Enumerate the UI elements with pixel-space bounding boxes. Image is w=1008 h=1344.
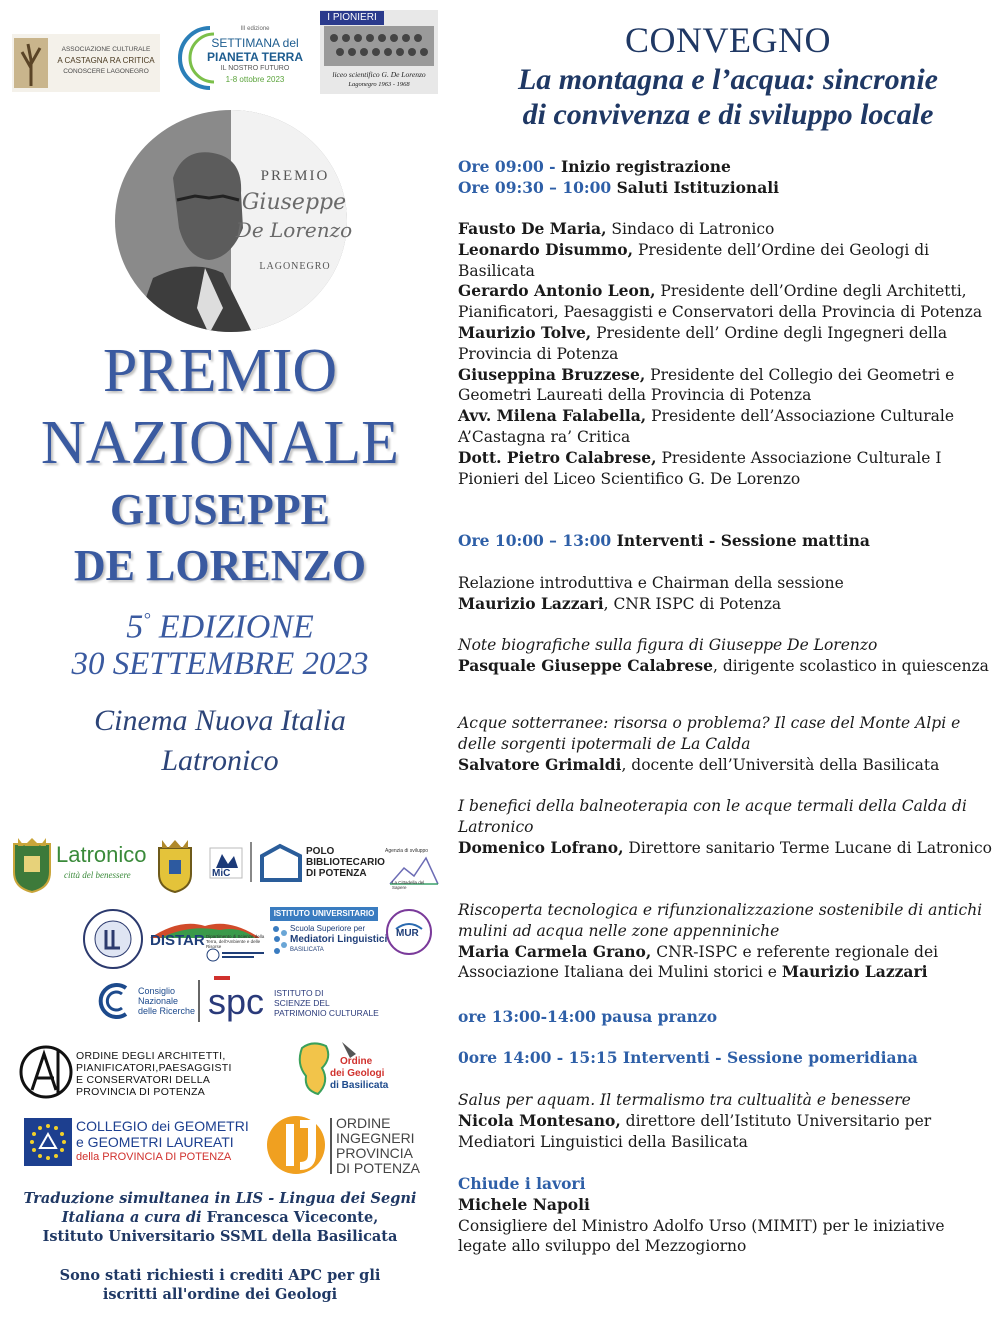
medallion-giuseppe: Giuseppe — [241, 190, 347, 215]
ingegneri-divider — [330, 1118, 332, 1174]
talk-speaker — [458, 1111, 998, 1153]
castagna-line3: CONOSCERE LAGONEGRO — [63, 68, 149, 75]
pionieri-sub1: liceo scientifico G. De Lorenzo — [332, 70, 426, 79]
settimana-dates: 1-8 ottobre 2023 — [225, 75, 285, 84]
ssml-mediatori: Mediatori Linguistici — [290, 934, 388, 945]
speaker-name-2: Maurizio Lazzari — [781, 962, 928, 982]
talk-topic: Acque sotterranee: risorsa o problema? Il case del Monte Alpi e delle sorgenti ipotermali de La Calda — [458, 714, 961, 753]
greeting-role: Presidente Associazione Culturale I Pionieri del Liceo Scientifico G. De Lorenzo — [458, 448, 942, 488]
group-photo-icon — [324, 26, 434, 66]
lis-italic2: Italiana a cura di — [61, 1209, 202, 1226]
distar-sub: Dipartimento di Scienze della Terra, dell'Ambiente e delle Risorse — [206, 934, 265, 949]
ing-line1: ORDINE — [336, 1115, 391, 1131]
pionieri-sub2: Lagonegro 1963 - 1968 — [348, 81, 410, 88]
arch-line3: E CONSERVATORI DELLA — [76, 1074, 211, 1086]
speaker-name: Maria Carmela Grano, — [458, 941, 652, 961]
time-registration: Ore 09:00 - — [458, 157, 556, 176]
greeting-role: Presidente dell’Associazione Culturale A’Castagna ra’ Critica — [458, 407, 955, 446]
closing-role: Consigliere del Ministro Adolfo Urso (MIMIT) per le iniziative legate allo sviluppo del Mezzogiorno — [458, 1216, 945, 1256]
polo-line3: DI POTENZA — [306, 868, 367, 879]
schedule-greetings — [458, 178, 998, 199]
agenzia-label: Agenzia di sviluppo — [385, 848, 429, 854]
cnr-text — [138, 986, 195, 1016]
ispc-line3: PATRIMONIO CULTURALE — [274, 1008, 379, 1018]
lis-line2 — [0, 1208, 440, 1227]
event-venue2: Latronico — [161, 744, 279, 777]
latronico-crest-icon — [10, 838, 54, 894]
cnr-divider — [198, 980, 200, 1022]
lagonegro-crest-icon — [156, 838, 194, 894]
talk-topic: Riscoperta tecnologica e rifunzionalizzazione sostenibile di antichi mulini ad acqua nelle zone appenniniche — [458, 901, 983, 940]
pionieri-logo — [320, 10, 438, 94]
talk-topic: I benefici della balneoterapia con le acque termali della Calda di Latronico — [458, 797, 967, 836]
edition-degree: ° — [143, 609, 151, 629]
speaker-name: Nicola Montesano, — [458, 1110, 621, 1130]
ispc-logo-icon — [206, 976, 272, 1026]
talk-speaker — [458, 656, 998, 677]
talk-1 — [458, 635, 998, 677]
convegno-title1: La montagna e l’acqua: sincronie — [517, 63, 938, 96]
label-registration: Inizio registrazione — [555, 157, 731, 176]
greeting-name: Leonardo Disummo, — [458, 239, 634, 259]
closing-label: Chiude i lavori — [458, 1174, 586, 1193]
greeting-name: Fausto De Maria, — [458, 219, 607, 238]
schedule-registration — [458, 157, 998, 178]
greeting-item — [458, 365, 998, 407]
speaker-name: Pasquale Giuseppe Calabrese — [458, 655, 713, 675]
settimana-logo — [170, 22, 312, 94]
greeting-role: Sindaco di Latronico — [606, 220, 775, 238]
ing-line2: INGEGNERI — [336, 1130, 415, 1146]
talk-topic: Salus per aquam. Il termalismo tra cultualità e benessere — [458, 1091, 911, 1109]
schedule-lunch — [458, 1007, 998, 1028]
mic-label: MiC — [212, 868, 231, 879]
ssml-scuola: Scuola Superiore per — [290, 924, 366, 933]
label-morning: Interventi - Sessione mattina — [611, 531, 870, 550]
talk-speaker — [458, 755, 998, 776]
left-column — [0, 0, 440, 1344]
cnr-icon — [96, 982, 136, 1020]
talk-topic: Relazione introduttiva e Chairman della sessione — [458, 574, 844, 592]
ingegneri-text — [336, 1116, 420, 1176]
medallion-place: LAGONEGRO — [259, 261, 331, 272]
talk-2 — [458, 713, 998, 775]
unibas-seal-icon — [82, 908, 144, 970]
speaker-role: , CNR ISPC di Potenza — [603, 594, 782, 613]
greeting-item — [458, 219, 998, 240]
talk-intro — [458, 573, 998, 615]
lis-name: Francesca Viceconte, — [201, 1209, 379, 1226]
ingegneri-logo-icon — [262, 1114, 330, 1176]
greeting-name: Dott. Pietro Calabrese, — [458, 447, 657, 467]
castagna-line1: ASSOCIAZIONE CULTURALE — [61, 46, 151, 53]
greeting-item — [458, 448, 998, 490]
ing-line3: PROVINCIA — [336, 1145, 414, 1161]
geol-line1: Ordine — [340, 1056, 373, 1067]
greeting-role: Presidente dell’Ordine dei Geologi di Basilicata — [458, 240, 930, 280]
time-morning: Ore 10:00 – 13:00 — [458, 531, 612, 550]
cnr-line2: Nazionale — [138, 996, 179, 1006]
arch-line4: PROVINCIA DI POTENZA — [76, 1086, 206, 1098]
cnr-line1: Consiglio — [138, 986, 176, 996]
ist-univ-banner: ISTITUTO UNIVERSITARIO — [270, 907, 378, 921]
greetings-list — [458, 219, 998, 489]
event-venue1: Cinema Nuova Italia — [94, 704, 346, 737]
medallion-premio: PREMIO — [260, 168, 330, 184]
talk-speaker — [458, 594, 998, 615]
settimana-line3: IL NOSTRO FUTURO — [220, 65, 290, 72]
lunch-label: ore 13:00-14:00 pausa pranzo — [458, 1007, 718, 1026]
label-afternoon: Interventi - Sessione pomeridiana — [617, 1048, 918, 1067]
speaker-role: direttore dell’Istituto Universitario per Mediatori Linguistici della Basilicata — [458, 1111, 932, 1151]
speaker-role: Direttore sanitario Terme Lucane di Latronico — [623, 838, 992, 857]
arch-line2: PIANIFICATORI,PAESAGGISTI — [76, 1062, 232, 1074]
greeting-item — [458, 240, 998, 282]
architects-logo-icon — [18, 1044, 74, 1100]
settimana-line1: SETTIMANA del — [211, 36, 299, 50]
polo-text — [306, 846, 385, 879]
event-date: 30 SETTEMBRE 2023 — [71, 646, 369, 682]
greeting-role: Presidente dell’ Ordine degli Ingegneri della Provincia di Potenza — [458, 323, 948, 363]
talk-speaker — [458, 838, 998, 859]
event-title-line4: DE LORENZO — [73, 541, 367, 590]
polo-building-icon — [258, 842, 304, 884]
convegno-header — [450, 20, 1006, 132]
convegno-title2: di convivenza e di sviluppo locale — [522, 98, 934, 131]
talk-3 — [458, 796, 998, 858]
greeting-role: Presidente dell’Ordine degli Architetti, Pianificatori, Paesaggisti e Conservatori della Provincia di Potenza — [458, 282, 983, 322]
svg-text:spc: spc — [208, 981, 265, 1022]
ispc-text — [274, 988, 379, 1018]
geol-line3: di Basilicata — [330, 1080, 389, 1091]
mic-divider — [250, 842, 252, 882]
credits-line1: Sono stati richiesti i crediti APC per gli — [59, 1267, 381, 1284]
closing-name: Michele Napoli — [458, 1194, 590, 1214]
geometri-eu-flag-icon — [24, 1118, 72, 1166]
ispc-line2: SCIENZE DEL — [274, 998, 330, 1008]
polo-line1: POLO — [306, 846, 335, 857]
greeting-role: Presidente del Collegio dei Geometri e Geometri Laureati della Provincia di Potenza — [458, 365, 955, 405]
talk-speaker — [458, 942, 998, 984]
greeting-item — [458, 323, 998, 365]
greeting-name: Giuseppina Bruzzese, — [458, 364, 646, 384]
mur-label: MUR — [396, 928, 419, 939]
ing-line4: DI POTENZA — [336, 1160, 421, 1176]
castagna-logo — [12, 34, 160, 92]
geom-line3: della PROVINCIA DI POTENZA — [76, 1151, 232, 1163]
talk-4 — [458, 900, 998, 983]
greeting-item — [458, 281, 998, 323]
distar-label: DISTAR — [150, 932, 205, 949]
premio-medallion — [113, 108, 353, 334]
ssml-basilicata: BASILICATA — [290, 947, 324, 953]
event-title-line1: PREMIO — [102, 337, 338, 405]
cnr-line3: delle Ricerche — [138, 1006, 196, 1016]
credits-line2: iscritti all'ordine dei Geologi — [102, 1286, 338, 1303]
greeting-item — [458, 406, 998, 448]
speaker-role: , dirigente scolastico in quiescenza — [713, 656, 989, 675]
polo-line2: BIBLIOTECARIO — [306, 857, 385, 868]
event-title-line2: NAZIONALE — [40, 409, 400, 477]
speaker-name: Maurizio Lazzari — [458, 593, 604, 613]
arch-line1: ORDINE DEGLI ARCHITETTI, — [76, 1050, 226, 1062]
settimana-edition: III edizione — [240, 26, 270, 32]
greeting-name: Avv. Milena Falabella, — [458, 406, 647, 426]
greeting-name: Gerardo Antonio Leon, — [458, 281, 656, 301]
schedule-morning — [458, 531, 998, 552]
label-greetings: Saluti Istituzionali — [611, 178, 780, 197]
talk-topic: Note biografiche sulla figura di Giuseppe De Lorenzo — [458, 636, 878, 654]
edition-number: 5 — [126, 608, 144, 646]
event-edition — [0, 598, 440, 648]
architects-text — [76, 1050, 232, 1098]
geom-line1: COLLEGIO dei GEOMETRI — [76, 1118, 249, 1134]
settimana-line2: PIANETA TERRA — [207, 50, 303, 64]
medallion-delorenzo: De Lorenzo — [235, 218, 353, 242]
speaker-role: , docente dell’Università della Basilicata — [621, 755, 940, 774]
pionieri-title: I PIONIERI — [320, 11, 384, 25]
time-afternoon: 0ore 14:00 - 15:15 — [458, 1048, 618, 1067]
castagna-line2: A CASTAGNA RA CRITICA — [57, 56, 155, 65]
speaker-name: Domenico Lofrano, — [458, 837, 624, 857]
speaker-name: Salvatore Grimaldi — [458, 754, 622, 774]
lis-inst: Istituto Universitario SSML della Basilicata — [42, 1228, 398, 1245]
cittadella-label: La Cittadella del Sapere — [392, 880, 425, 890]
ispc-line1: ISTITUTO DI — [274, 988, 324, 998]
latronico-sub: città del benessere — [64, 870, 131, 880]
time-greetings: Ore 09:30 – 10:00 — [458, 178, 612, 197]
unibas-small-icon — [206, 948, 266, 962]
speaker-role: CNR-ISPC e referente regionale dei Associazione Italiana dei Mulini storici e — [458, 942, 939, 982]
geom-line2: e GEOMETRI LAUREATI — [76, 1134, 234, 1150]
ssml-dots-icon — [272, 925, 288, 955]
talk-5 — [458, 1090, 998, 1152]
latronico-word: Latronico — [56, 842, 147, 867]
tree-icon — [14, 38, 48, 88]
edition-word: EDIZIONE — [150, 608, 314, 646]
event-title-line3: GIUSEPPE — [109, 485, 331, 534]
closing — [458, 1174, 998, 1257]
lis-italic: Traduzione simultanea in LIS - Lingua dei Segni — [23, 1190, 417, 1207]
greeting-name: Maurizio Tolve, — [458, 322, 592, 342]
schedule-afternoon — [458, 1048, 998, 1069]
convegno-label: CONVEGNO — [625, 20, 831, 60]
lis-line1 — [0, 1189, 440, 1208]
geol-line2: dei Geologi — [330, 1068, 385, 1079]
